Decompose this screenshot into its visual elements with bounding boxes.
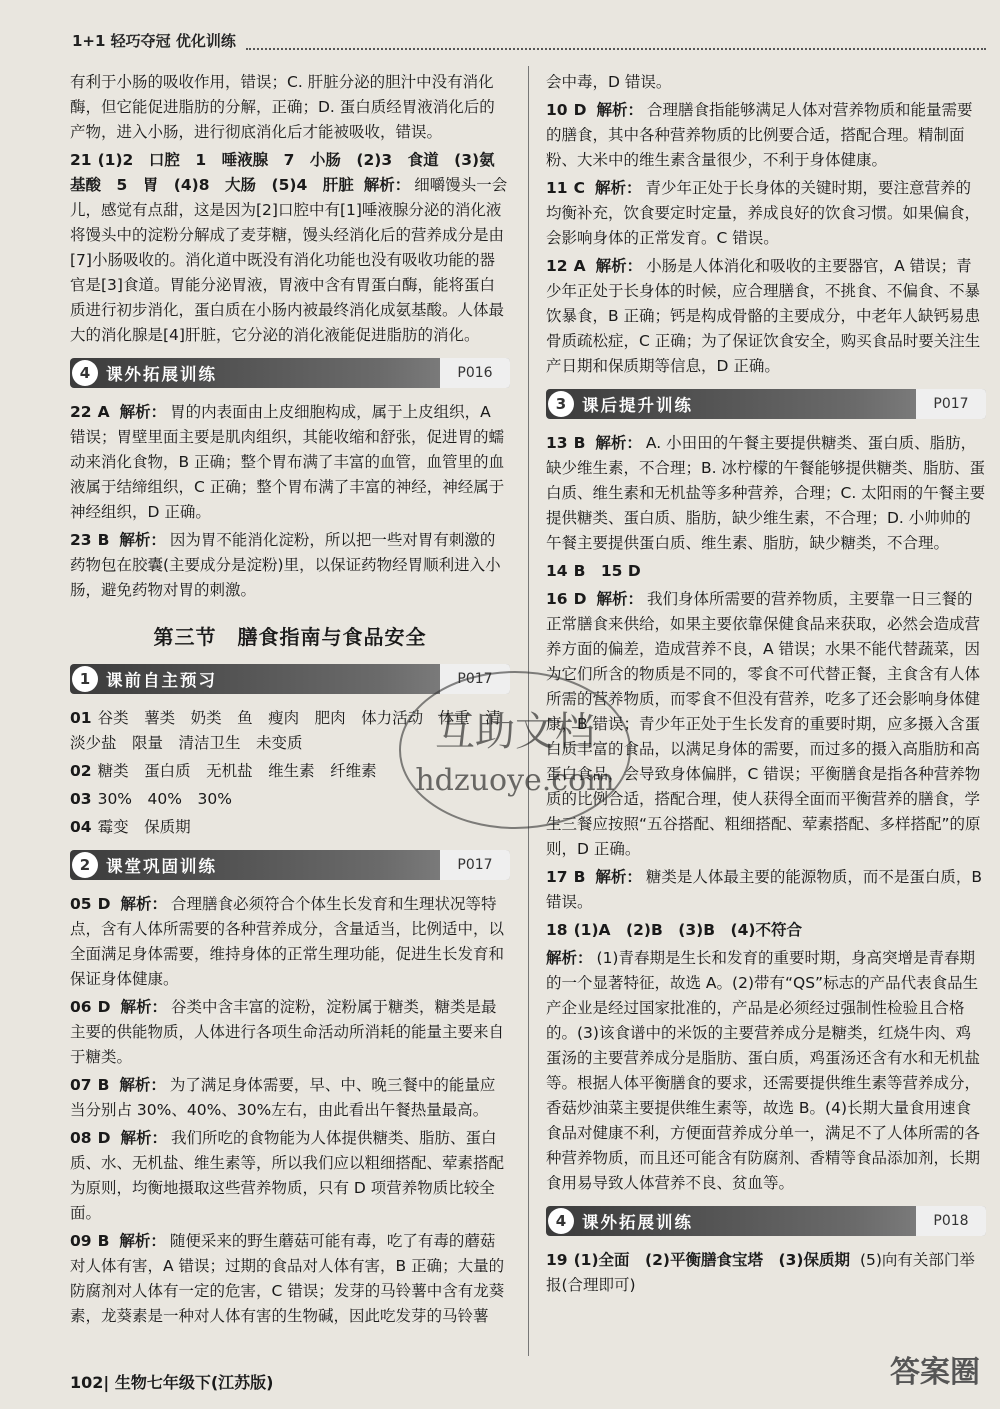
explanation-text: 30% 40% 30% [97, 790, 232, 808]
left-answers-2 [70, 400, 510, 603]
explanation-label: 解析： [595, 434, 642, 452]
section-band-extension [70, 358, 510, 388]
answer-key: D [97, 1129, 111, 1147]
section-band-extension-2 [546, 1206, 986, 1236]
answer-item [546, 431, 986, 556]
answer-key: D [573, 101, 587, 119]
answer-item [70, 759, 510, 784]
question-number: 03 [70, 790, 92, 808]
explanation-text: (5)向有关部门举报(合理即可) [546, 1251, 975, 1294]
answer-key: B 15 D [573, 562, 641, 580]
explanation-label: 解析： [120, 1129, 167, 1147]
section-title: 第三节 膳食指南与食品安全 [153, 625, 427, 649]
answer-key: (1)2 口腔 1 唾液腺 7 小肠 (2)3 食道 (3)氨基酸 5 胃 (4)8 大肠 (5)4 肝脏 [70, 151, 495, 194]
question-number: 18 [546, 921, 568, 939]
band-page-ref: P016 [440, 358, 510, 388]
band-badge: 3 [548, 391, 574, 417]
band-badge: 4 [548, 1208, 574, 1234]
question-number: 02 [70, 762, 92, 780]
answer-key: B [97, 1232, 110, 1250]
left-answers-4 [70, 892, 510, 1329]
answer-item [70, 1229, 510, 1329]
band-page-ref: P017 [440, 850, 510, 880]
explanation-text: 会中毒，D 错误。 [546, 73, 672, 91]
answer-item [546, 254, 986, 379]
question-number: 16 [546, 590, 568, 608]
answer-item [70, 400, 510, 525]
question-number: 23 [70, 531, 92, 549]
answer-key: D [573, 590, 587, 608]
column-divider [528, 66, 529, 1356]
explanation-text: 随便采来的野生蘑菇可能有毒，吃了有毒的蘑菇对人体有害，A 错误；过期的食品对人体有害，B 正确；大量的防腐剂对人体有一定的危害，C 错误；发芽的马铃薯中含有龙葵素，龙葵素是一种对人体有害的生物碱，因此吃发芽的马铃薯 [70, 1232, 505, 1325]
question-number: 19 [546, 1251, 568, 1269]
question-number: 09 [70, 1232, 92, 1250]
answer-key: D [97, 895, 111, 913]
explanation-label: 解析： [363, 176, 411, 194]
answer-key: (1)全面 (2)平衡膳食宝塔 (3)保质期 [573, 1251, 850, 1269]
explanation-text: 合理膳食必须符合个体生长发育和生理状况等特点，含有人体所需要的各种营养成分，含量适当，比例适中，以全面满足身体需要，维持身体的正常生理功能，促进生长发育和保证身体健康。 [70, 895, 505, 988]
left-answers [70, 70, 510, 348]
band-badge: 4 [72, 360, 98, 386]
explanation-text: A. 小田田的午餐主要提供糖类、蛋白质、脂肪，缺少维生素，不合理；B. 冰柠檬的午餐能够提供糖类、脂肪、蛋白质、维生素和无机盐等多种营养，合理；C. 太阳雨的午餐主要提供糖类、蛋白质、脂肪，缺少维生素，不合理；D. 小帅帅的午餐主要提供蛋白质、维生素、脂肪，缺少糖类，不合理。 [546, 434, 986, 552]
question-number: 17 [546, 868, 568, 886]
answer-key: B [573, 434, 586, 452]
answer-item [70, 815, 510, 840]
explanation-text: 细嚼馒头一会儿，感觉有点甜，这是因为[2]口腔中有[1]唾液腺分泌的消化液将馒头中的淀粉分解成了麦芽糖，馒头经消化后的营养成分是由[7]小肠吸收的。消化道中既没有消化功能也没有吸收功能的器官是[3]食道。胃能分泌胃液，胃液中含有胃蛋白酶，能将蛋白质进行初步消化，蛋白质在小肠内被最终消化成氨基酸。人体最大的消化腺是[4]肝脏，它分泌的消化液能促进脂肪的消化。 [70, 176, 508, 344]
band-page-ref: P017 [440, 664, 510, 694]
answer-key: B [97, 531, 110, 549]
band-page-ref: P018 [916, 1206, 986, 1236]
answer-item [70, 528, 510, 603]
answer-item [70, 995, 510, 1070]
question-number: 13 [546, 434, 568, 452]
corner-watermark: 答案圈 [890, 1355, 980, 1390]
page-footer: 102| 生物七年级下(江苏版) [70, 1373, 274, 1392]
explanation-label: 解析： [596, 101, 643, 119]
question-number: 08 [70, 1129, 92, 1147]
explanation-text: 谷类中含丰富的淀粉，淀粉属于糖类，糖类是最主要的供能物质，人体进行各项生命活动所消耗的能量主要来自于糖类。 [70, 998, 505, 1066]
right-answers [546, 70, 986, 379]
answer-item [70, 787, 510, 812]
right-answers-3 [546, 1248, 986, 1298]
question-number: 05 [70, 895, 92, 913]
footer-subject: 生物七年级下(江苏版) [114, 1373, 274, 1392]
answer-item [546, 587, 986, 862]
explanation-label: 解析： [119, 1232, 166, 1250]
explanation-text: 胃的内表面由上皮细胞构成，属于上皮组织，A 错误；胃壁里面主要是肌肉组织，其能收缩和舒张，促进胃的蠕动来消化食物，B 正确；整个胃布满了丰富的血管，血管里的血液属于结缔组织，C 正确；整个胃布满了丰富的神经，神经属于神经组织，D 正确。 [70, 403, 505, 521]
explanation-label: 解析： [120, 998, 167, 1016]
question-number: 14 [546, 562, 568, 580]
band-title: 课后提升训练 [582, 396, 693, 415]
question-number: 21 [70, 151, 92, 169]
explanation-label: 解析： [119, 1076, 166, 1094]
explanation-text: (1)青春期是生长和发育的重要时期，身高突增是青春期的一个显著特征，故选 A。(2)带有“QS”标志的产品代表食品生产企业是经过国家批准的，产品是必须经过强制性检验且合格的。(3)该食谱中的米饭的主要营养成分是糖类，红烧牛肉、鸡蛋汤的主要营养成分是脂肪、蛋白质，鸡蛋汤还含有水和无机盐等。根据人体平衡膳食的要求，还需要提供维生素等营养成分，香菇炒油菜主要提供维生素等，故选 B。(4)长期大量食用速食食品对健康不利，方便面营养成分单一，满足不了人体所需的各种营养物质，而且还可能含有防腐剂、香精等食品添加剂，长期食用易导致人体营养不良、贫血等。 [546, 949, 981, 1192]
answer-item [70, 1126, 510, 1226]
explanation-text: 因为胃不能消化淀粉，所以把一些对胃有刺激的药物包在胶囊(主要成分是淀粉)里，以保证药物经胃顺利进入小肠，避免药物对胃的刺激。 [70, 531, 501, 599]
question-number: 06 [70, 998, 92, 1016]
band-title: 课外拓展训练 [582, 1213, 693, 1232]
explanation-label: 解析： [119, 403, 167, 421]
explanation-label: 解析： [596, 590, 643, 608]
answer-item [546, 98, 986, 173]
question-number: 07 [70, 1076, 92, 1094]
left-answers-3 [70, 706, 510, 840]
explanation-text: 霉变 保质期 [97, 818, 191, 836]
answer-key: C [573, 179, 585, 197]
explanation-label: 解析： [546, 949, 593, 967]
page-header [0, 0, 1000, 54]
section-band-preview [70, 664, 510, 694]
answer-item [546, 918, 986, 943]
explanation-text: 糖类 蛋白质 无机盐 维生素 纤维素 [97, 762, 377, 780]
answer-item [546, 70, 986, 95]
right-column [546, 70, 986, 1301]
answer-item [546, 176, 986, 251]
answer-item [546, 946, 986, 1196]
answer-key: D [97, 998, 111, 1016]
answer-item [70, 706, 510, 756]
explanation-label: 解析： [594, 179, 642, 197]
explanation-label: 解析： [595, 868, 642, 886]
explanation-text: 为了满足身体需要，早、中、晚三餐中的能量应当分别占 30%、40%、30%左右，由此看出午餐热量最高。 [70, 1076, 496, 1119]
explanation-text: 小肠是人体消化和吸收的主要器官，A 错误；青少年正处于长身体的时候，应合理膳食，不挑食、不偏食、不暴饮暴食，B 正确；钙是构成骨骼的主要成分，中老年人缺钙易患骨质疏松症，C 正确；为了保证饮食安全，购买食品时要关注生产日期和保质期等信息，D 正确。 [546, 257, 981, 375]
answer-key: B [573, 868, 586, 886]
answer-item [70, 1073, 510, 1123]
answer-key: B [97, 1076, 110, 1094]
section-band-classroom [70, 850, 510, 880]
answer-item [546, 865, 986, 915]
answer-key: A [573, 257, 586, 275]
explanation-label: 解析： [119, 531, 166, 549]
answer-key: A [97, 403, 110, 421]
explanation-text: 我们所吃的食物能为人体提供糖类、脂肪、蛋白质、水、无机盐、维生素等，所以我们应以粗细搭配、荤素搭配为原则，均衡地摄取这些营养物质，只有 D 项营养物质比较全面。 [70, 1129, 505, 1222]
question-number: 11 [546, 179, 568, 197]
answer-item [70, 70, 510, 145]
right-answers-2 [546, 431, 986, 1196]
question-number: 10 [546, 101, 568, 119]
explanation-text: 有利于小肠的吸收作用，错误；C. 肝脏分泌的胆汁中没有消化酶，但它能促进脂肪的分解，正确；D. 蛋白质经胃液消化后的产物，进入小肠，进行彻底消化后才能被吸收，错误。 [70, 73, 495, 141]
page-number: 102 [70, 1373, 104, 1392]
explanation-label: 解析： [595, 257, 643, 275]
answer-item [546, 1248, 986, 1298]
band-title: 课堂巩固训练 [106, 857, 217, 876]
explanation-text: 谷类 薯类 奶类 鱼 瘦肉 肥肉 体力活动 体重 清淡少盐 限量 清洁卫生 未变质 [70, 709, 501, 752]
question-number: 22 [70, 403, 92, 421]
question-number: 01 [70, 709, 92, 727]
band-title: 课前自主预习 [106, 671, 217, 690]
explanation-text: 糖类是人体最主要的能源物质，而不是蛋白质，B 错误。 [546, 868, 983, 911]
header-rule [246, 48, 986, 50]
band-badge: 2 [72, 852, 98, 878]
explanation-text: 合理膳食指能够满足人体对营养物质和能量需要的膳食，其中各种营养物质的比例要合适，搭配合理。精制面粉、大米中的维生素含量很少，不利于身体健康。 [546, 101, 973, 169]
brand-logo: 1+1 轻巧夺冠 优化训练 [72, 32, 236, 50]
question-number: 04 [70, 818, 92, 836]
answer-item [70, 892, 510, 992]
answer-key: (1)A (2)B (3)B (4)不符合 [573, 921, 803, 939]
band-badge: 1 [72, 666, 98, 692]
question-number: 12 [546, 257, 568, 275]
band-title: 课外拓展训练 [106, 365, 217, 384]
watermark-text-url: hdzuoye.com [415, 763, 615, 798]
answer-item [70, 148, 510, 348]
explanation-text: 我们身体所需要的营养物质，主要靠一日三餐的正常膳食来供给，如果主要依靠保健食品来获取，必然会造成营养方面的偏差，造成营养不良，A 错误；水果不能代替蔬菜，因为它们所含的物质是不同的，零食不可代替正餐，主食含有人体所需的营养物质，而零食不但没有营养，吃多了还会影响身体健康，B 错误；青少年正处于生长发育的重要时期，应多摄入含蛋白质丰富的食品，以满足身体的需要，而过多的摄入高脂肪和高蛋白食品，会导致身体偏胖，C 错误；平衡膳食是指各种营养物质的比例合适，搭配合理，使人获得全面而平衡营养的膳食，学生三餐应按照“五谷搭配、粗细搭配、荤素搭配、多样搭配”的原则，D 正确。 [546, 590, 981, 858]
left-column [70, 70, 510, 1332]
answer-item [546, 559, 986, 584]
band-page-ref: P017 [916, 389, 986, 419]
explanation-label: 解析： [120, 895, 167, 913]
section-band-after-class [546, 389, 986, 419]
explanation-text: 青少年正处于长身体的关键时期，要注意营养的均衡补充，饮食要定时定量，养成良好的饮食习惯。如果偏食，会影响身体的正常发育。C 错误。 [546, 179, 981, 247]
watermark-text-cn: 互助文档 [435, 709, 595, 755]
